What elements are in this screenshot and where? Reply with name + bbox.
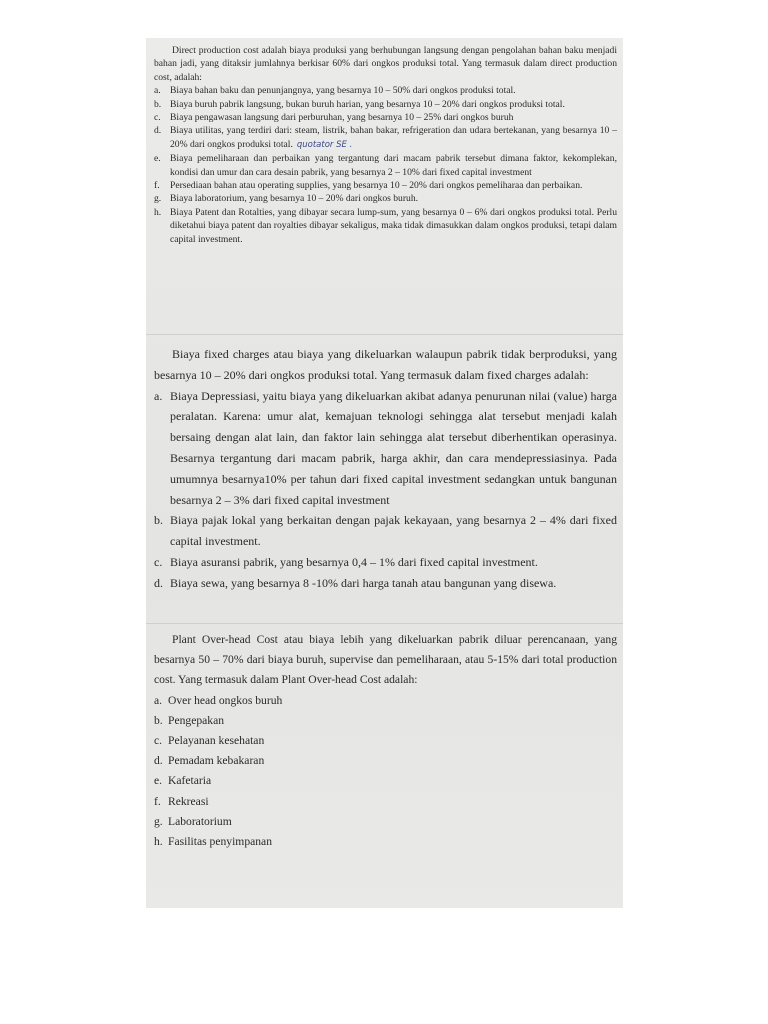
list-item: b. Biaya pajak lokal yang berkaitan dengan pajak kekayaan, yang besarnya 2 – 4% dari fixed capital investment. [154,513,617,549]
list-item: f. Rekreasi [154,794,209,808]
list-item: d. Biaya sewa, yang besarnya 8 -10% dari harga tanah atau bangunan yang disewa. [154,575,557,590]
section3-intro: Plant Over-head Cost atau biaya lebih yang dikeluarkan pabrik diluar perencanaan, yang besarnya 50 – 70% dari biaya buruh, supervise dan pemeliharaan, atau 5-15% dari total production cost. Yang termasuk dalam Plant Over-head Cost adalah: [154,633,617,687]
list-item: a. Biaya bahan baku dan penunjangnya, yang besarnya 10 – 50% dari ongkos produksi total. [154,85,516,97]
list-item: c. Biaya pengawasan langsung dari perburuhan, yang besarnya 10 – 25% dari ongkos buruh [154,112,514,124]
document-photo [146,38,623,908]
section-direct-production-cost [154,44,617,246]
list-item: c. Pelayanan kesehatan [154,734,265,748]
list-item: e. Kafetaria [154,774,212,788]
section-fixed-charges [154,344,617,594]
list-item: g. Laboratorium [154,814,232,828]
list-item: c. Biaya asuransi pabrik, yang besarnya 0,4 – 1% dari fixed capital investment. [154,554,538,569]
list-item: a. Over head ongkos buruh [154,693,283,707]
section2-list [154,386,617,594]
list-item: h. Fasilitas penyimpanan [154,835,273,849]
section-plant-overhead-cost [154,630,617,852]
section-divider [146,334,623,335]
section1-intro: Direct production cost adalah biaya produksi yang berhubungan langsung dengan pengolahan bahan baku menjadi bahan jadi, yang ditaksir jumlahnya berkisar 60% dari ongkos produksi total. Yang termasuk dalam direct production cost, adalah: [154,45,617,83]
handwritten-note: quotator SE . [296,139,353,150]
section-divider [146,623,623,624]
section1-list [154,84,617,246]
list-item: d. Pemadam kebakaran [154,754,265,768]
list-item: b. Biaya buruh pabrik langsung, bukan buruh harian, yang besarnya 10 – 20% dari ongkos produksi total. [154,98,565,110]
section3-list [154,691,617,853]
list-item: f. Persediaan bahan atau operating supplies, yang besarnya 10 – 20% dari ongkos pemeliharaa dan perbaikan. [154,180,583,192]
list-item: h. Biaya Patent dan Rotalties, yang dibayar secara lump-sum, yang besarnya 0 – 6% dari ongkos produksi total. Perlu diketahui biaya patent dan royalties dibayar sekaligus, maka tidak dimasukkan dalam ongkos produksi, tetapi dalam capital investment. [154,206,617,245]
list-item: e. Biaya pemeliharaan dan perbaikan yang tergantung dari macam pabrik tersebut dimana faktor, kekomplekan, kondisi dan umur dan cara desain pabrik, yang besarnya 2 – 10% dari fixed capital investment [154,153,617,178]
list-item: g. Biaya laboratorium, yang besarnya 10 – 20% dari ongkos buruh. [154,193,419,205]
list-item: b. Pengepakan [154,713,225,727]
list-item: d. Biaya utilitas, yang terdiri dari: steam, listrik, bahan bakar, refrigeration dan udara bertekanan, yang besarnya 10 – 20% dari ongkos produksi total. quotator SE . [154,125,617,150]
list-item: a. Biaya Depressiasi, yaitu biaya yang dikeluarkan akibat adanya penurunan nilai (value) harga peralatan. Karena: umur alat, kemajuan teknologi sehingga alat tersebut menjadi kalah bersaing dengan alat lain, dan faktor lain sehingga alat tersebut diberhentikan operasinya. Besarnya tergantung dari macam pabrik, harga akhir, dan cara mendepressiasinya. Pada umumnya besarnya10% per tahun dari fixed capital investment sedangkan untuk bangunan besarnya 2 – 3% dari fixed capital investment [154,388,617,507]
section2-intro: Biaya fixed charges atau biaya yang dikeluarkan walaupun pabrik tidak berproduksi, yang besarnya 10 – 20% dari ongkos produksi total. Yang termasuk dalam fixed charges adalah: [154,347,617,382]
